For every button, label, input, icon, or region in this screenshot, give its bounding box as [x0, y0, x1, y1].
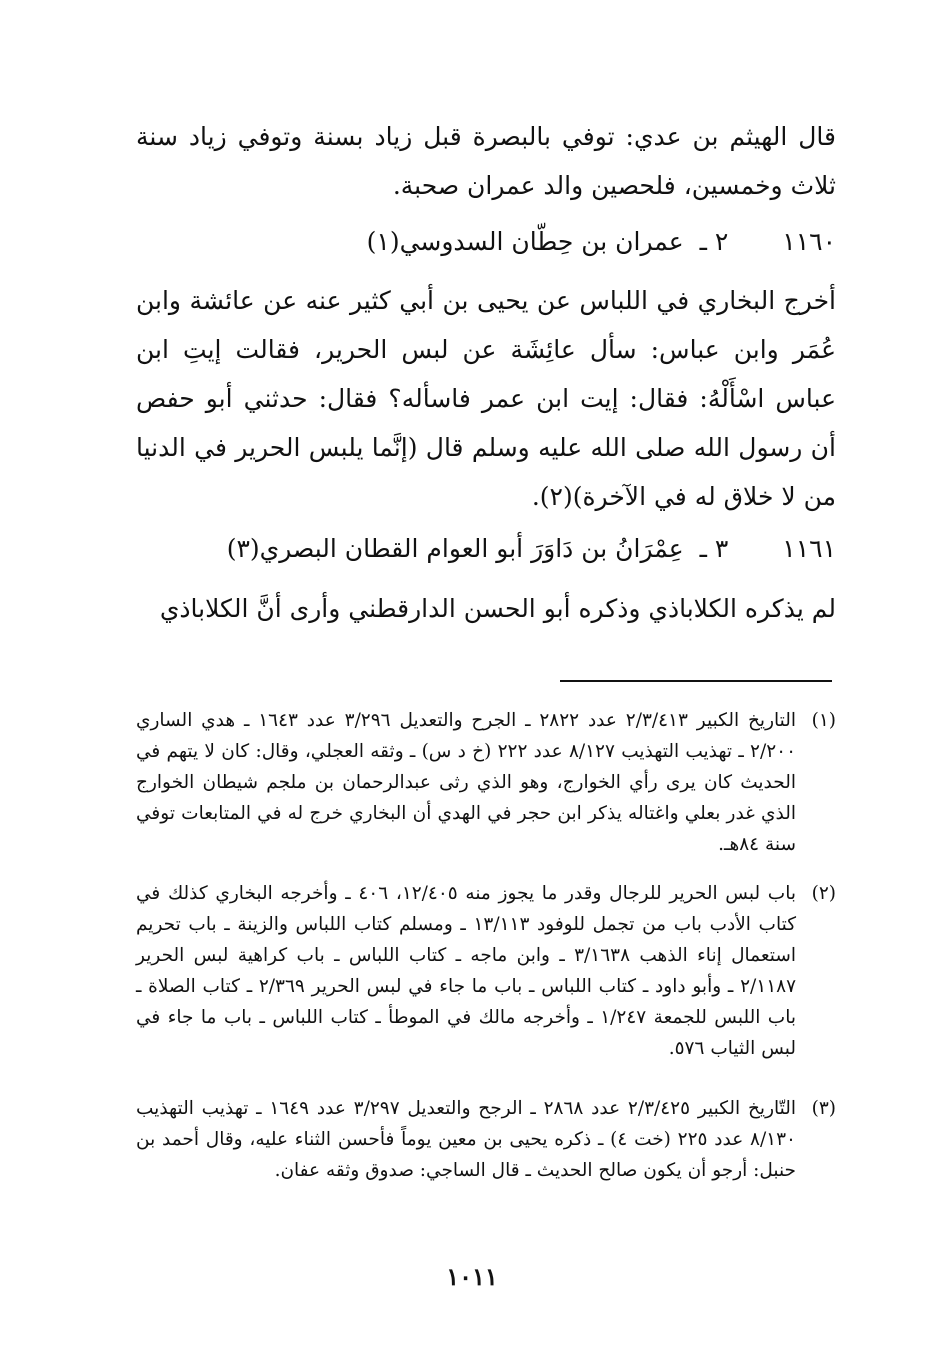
footnote-2 — [136, 878, 836, 1064]
paragraph-kalabadhi: لم يذكره الكلاباذي وذكره أبو الحسن الدارقطني وأرى أنَّ الكلاباذي — [159, 594, 836, 623]
entry-name: عمران بن حِطّان السدوسي(١) — [366, 227, 684, 256]
footnote-divider — [560, 680, 832, 682]
footnote-marker: (٢) — [811, 883, 836, 904]
footnote-1 — [136, 705, 836, 860]
footnote-text: باب لبس الحرير للرجال وقدر ما يجوز منه ١٢/٤٠٥، ٤٠٦ ـ وأخرجه البخاري كذلك في كتاب الأدب باب من تجمل للوفود ١٣/١١٣ ـ ومسلم كتاب اللباس والزينة ـ باب تحريم استعمال إناء الذهب ٣/١٦٣٨ ـ وابن ماجه ـ كتاب اللباس ـ باب كراهية لبس الحرير ٢/١١٨٧ ـ وأبو داود ـ كتاب اللباس ـ باب ما جاء في لبس الحرير ٢/٣٦٩ ـ كتاب الصلاة ـ باب اللبس للجمعة ١/٢٤٧ ـ وأخرجه مالك في الموطأ ـ كتاب اللباس ـ باب ما جاء في لبس الثياب ٥٧٦. — [136, 883, 797, 1059]
footnote-text: التّاريخ الكبير ٢/٣/٤٢٥ عدد ٢٨٦٨ ـ الرجح والتعديل ٣/٢٩٧ عدد ١٦٤٩ ـ تهذيب التهذيب ٨/١٣٠ عدد ٢٢٥ (خت ٤) ـ ذكره يحيى بن معين يوماً فأحسن الثناء عليه، وقال أحمد بن حنبل: أرجو أن يكون صالح الحديث ـ قال الساجي: صدوق وثقه عفان. — [136, 1098, 796, 1181]
paragraph-bukhari-silk-hadith: أخرج البخاري في اللباس عن يحيى بن أبي كثير عنه عن عائشة وابن عُمَر وابن عباس: سأل عائِشَة عن لبس الحرير، فقالت إيتِ ابن عباس اسْأَلْهُ: فقال: إيت ابن عمر فاسأله؟ فقال: حدثني أبو حفص أن رسول الله صلى الله عليه وسلم قال (إنَّما يلبس الحرير في الدنيا من لا خلاق له في الآخرة)(٢). — [136, 286, 836, 511]
entry-number: ١١٦٠ — [782, 227, 836, 256]
entry-name: عِمْرَانُ بن دَاوَرَ أبو العوام القطان البصري(٣) — [226, 534, 684, 563]
footnote-marker: (١) — [811, 710, 836, 731]
paragraph-haytham-quote: قال الهيثم بن عدي: توفي بالبصرة قبل زياد بسنة وتوفي زياد سنة ثلاث وخمسين، فلحصين والد عمران صحبة. — [136, 122, 836, 200]
footnote-marker: (٣) — [811, 1098, 836, 1119]
footnote-text: التاريخ الكبير ٢/٣/٤١٣ عدد ٢٨٢٢ ـ الجرح والتعديل ٣/٢٩٦ عدد ١٦٤٣ ـ هدي الساري ٢/٢٠٠ ـ تهذيب التهذيب ٨/١٢٧ عدد ٢٢٢ (خ د س) ـ وثقه العجلي، وقال: كان لا يتهم في الحديث كان يرى رأي الخوارج، وهو الذي رثى عبدالرحمان بن ملجم شيطان الخوارج الذي غدر بعلي واغتاله يذكر ابن حجر في الهدي أن البخاري خرج له في المتابعات توفي سنة ٨٤هـ. — [136, 710, 797, 855]
entry-heading-1160 — [136, 222, 836, 262]
footnote-3 — [136, 1093, 836, 1186]
entry-heading-1161 — [136, 529, 836, 569]
entry-number: ١١٦١ — [782, 534, 836, 563]
entry-sequence: ٢ ـ — [699, 227, 729, 256]
page-number: ١٠١١ — [446, 1262, 498, 1291]
entry-sequence: ٣ ـ — [699, 534, 729, 563]
